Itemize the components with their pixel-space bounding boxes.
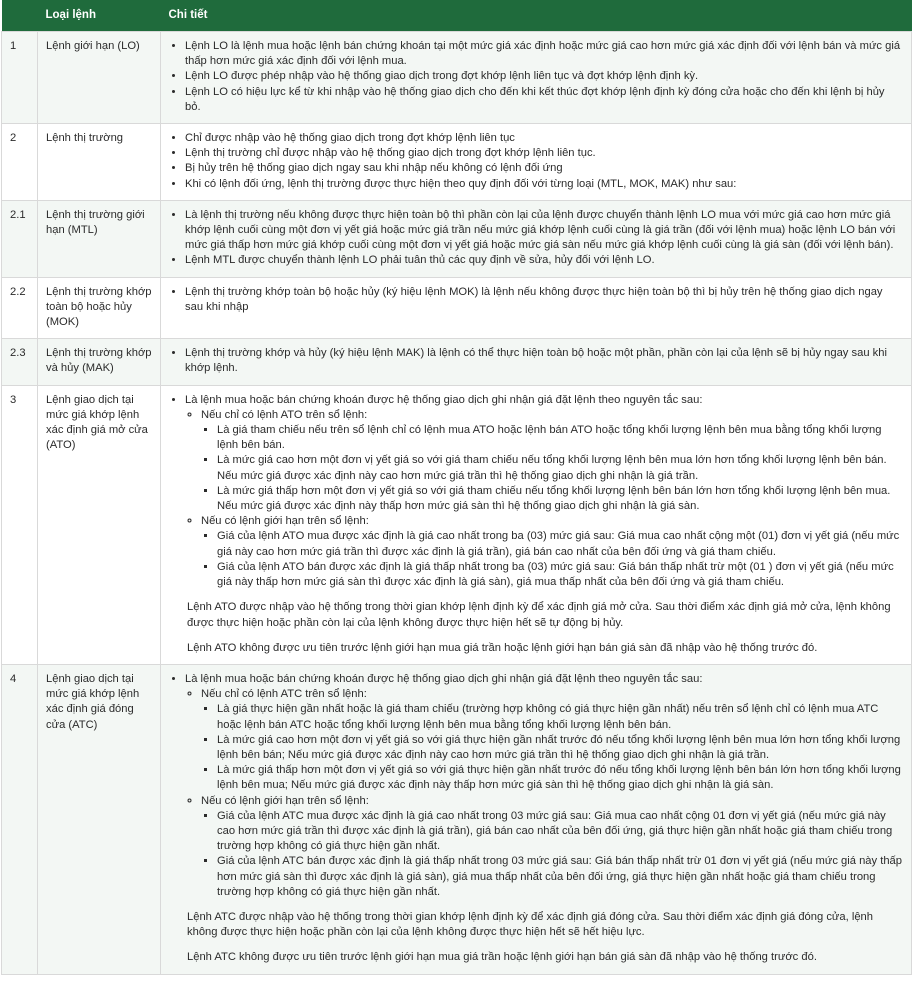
- header-index: [2, 0, 38, 32]
- order-type-name: Lệnh thị trường: [38, 124, 161, 201]
- table-row: [2, 664, 912, 974]
- detail-bullet: • Chỉ được nhập vào hệ thống giao dịch trong đợt khớp lệnh liên tục: [185, 131, 903, 146]
- detail-bullet: • Lệnh MTL được chuyển thành lệnh LO phải tuân thủ các quy định về sửa, hủy đối với lệnh LO.: [185, 253, 903, 268]
- detail-paragraph: Lệnh ATC được nhập vào hệ thống trong thời gian khớp lệnh định kỳ để xác định giá đóng cửa. Sau thời điểm xác định giá đóng cửa, lệnh không được thực hiện hoặc phần còn lại của lệnh không được thực hiện hết sẽ hết hiệu lực.: [187, 910, 874, 939]
- detail-intro: Là lệnh mua hoặc bán chứng khoán được hệ thống giao dịch ghi nhận giá đặt lệnh theo nguyên tắc sau:: [185, 393, 703, 406]
- detail-bullet: • Lệnh LO được phép nhập vào hệ thống giao dịch trong đợt khớp lệnh liên tục và đợt khớp lệnh định kỳ.: [185, 69, 903, 84]
- order-detail: [161, 339, 912, 385]
- sub-rule: [201, 794, 903, 900]
- sub-rule-item: ▪ Là giá thực hiện gần nhất hoặc là giá tham chiếu (trường hợp không có giá thực hiện gần nhất) nếu trên sổ lệnh chỉ có lệnh mua ATC hoặc lệnh bán ATC hoặc tổng khối lượng lệnh bên mua bằng tổng khối lượng lệnh bên bán.: [217, 702, 903, 732]
- detail-paragraph: Lệnh ATO được nhập vào hệ thống trong thời gian khớp lệnh định kỳ để xác định giá mở cửa. Sau thời điểm xác định giá mở cửa, lệnh không được thực hiện hoặc phần còn lại của lệnh không được thực hiện hết sẽ tự động bị hủy.: [187, 601, 891, 629]
- order-type-name: Lệnh giới hạn (LO): [38, 32, 161, 124]
- order-type-name: Lệnh thị trường khớp toàn bộ hoặc hủy (MOK): [38, 277, 161, 339]
- order-types-table: [1, 0, 912, 975]
- row-number: 2.2: [2, 277, 38, 339]
- order-detail: [161, 385, 912, 664]
- row-number: 2.1: [2, 200, 38, 277]
- order-type-name: Lệnh thị trường giới hạn (MTL): [38, 200, 161, 277]
- sub-rule-item: ▪ Giá của lệnh ATC bán được xác định là giá thấp nhất trong 03 mức giá sau: Giá bán thấp nhất trừ 01 đơn vị yết giá (nếu mức giá này thấp hơn mức giá sàn thì được xác định là giá sàn), giá mua thấp nhất của bên đối ứng, giá thực hiện gần nhất hoặc giá tham chiếu trong trường hợp không có giá thực hiện gần nhất.: [217, 854, 903, 900]
- header-order-type: Loại lệnh: [38, 0, 161, 32]
- table-row: [2, 124, 912, 201]
- detail-bullet: • Lệnh LO có hiệu lực kể từ khi nhập vào hệ thống giao dịch cho đến khi kết thúc đợt khớp lệnh định kỳ đóng cửa hoặc cho đến khi lệnh bị hủy bỏ.: [185, 85, 903, 115]
- table-row: [2, 339, 912, 385]
- detail-bullet: • Là lệnh thị trường nếu không được thực hiện toàn bộ thì phần còn lại của lệnh được chuyển thành lệnh LO mua với mức giá cao hơn mức giá khớp lệnh cuối cùng một đơn vị yết giá hoặc mức giá trần nếu mức giá khớp lệnh cuối cùng là giá trần (đối với lệnh mua) hoặc lệnh LO bán với mức giá thấp hơn mức giá khớp cuối cùng một đơn vị yết giá hoặc mức giá sàn nếu mức giá khớp lệnh cuối cùng là giá sàn (đối với lệnh bán).: [185, 208, 903, 254]
- sub-rule: [201, 514, 903, 590]
- sub-rule-item: ▪ Là mức giá cao hơn một đơn vị yết giá so với giá thực hiện gần nhất trước đó nếu tổng khối lượng lệnh bên mua lớn hơn tổng khối lượng lệnh bên bán; Nếu mức giá được xác định này cao hơn mức giá trần thì hệ thống giao dịch ghi nhận là giá trần.: [217, 733, 903, 763]
- order-type-name: Lệnh giao dịch tại mức giá khớp lệnh xác định giá đóng cửa (ATC): [38, 664, 161, 974]
- sub-rule-item: ▪ Là mức giá thấp hơn một đơn vị yết giá so với giá thực hiện gần nhất trước đó nếu tổng khối lượng lệnh bên bán lớn hơn tổng khối lượng lệnh bên mua; Nếu mức giá được xác định này thấp hơn mức giá sàn thì hệ thống giao dịch ghi nhận là giá sàn.: [217, 763, 903, 793]
- row-number: 4: [2, 664, 38, 974]
- sub-rule-title: Nếu chỉ có lệnh ATC trên sổ lệnh:: [201, 688, 367, 701]
- sub-rule-title: Nếu có lệnh giới hạn trên sổ lệnh:: [201, 515, 369, 528]
- table-row: [2, 32, 912, 124]
- order-detail: [161, 32, 912, 124]
- detail-bullet: • Lệnh thị trường chỉ được nhập vào hệ thống giao dịch trong đợt khớp lệnh liên tục.: [185, 146, 903, 161]
- detail-paragraph: Lệnh ATO không được ưu tiên trước lệnh giới hạn mua giá trần hoặc lệnh giới hạn bán giá sàn đã nhập vào hệ thống trước đó.: [187, 641, 818, 654]
- order-detail: [161, 277, 912, 339]
- order-detail: [161, 124, 912, 201]
- order-type-name: Lệnh giao dịch tại mức giá khớp lệnh xác định giá mở cửa (ATO): [38, 385, 161, 664]
- sub-rule-item: ▪ Là mức giá thấp hơn một đơn vị yết giá so với giá tham chiếu nếu tổng khối lượng lệnh bên bán lớn hơn tổng khối lượng lệnh bên mua. Nếu mức giá được xác định này thấp hơn mức giá sàn thì hệ thống giao dịch ghi nhận là giá sàn.: [217, 484, 903, 514]
- table-row: [2, 385, 912, 664]
- sub-rule: [201, 687, 903, 793]
- row-number: 1: [2, 32, 38, 124]
- detail-bullet: [185, 393, 903, 591]
- order-detail: [161, 200, 912, 277]
- detail-bullet: • Lệnh thị trường khớp và hủy (ký hiệu lệnh MAK) là lệnh có thể thực hiện toàn bộ hoặc một phần, phần còn lại của lệnh sẽ bị hủy ngay sau khi khớp lệnh.: [185, 346, 903, 376]
- sub-rule-item: ▪ Giá của lệnh ATO bán được xác định là giá thấp nhất trong ba (03) mức giá sau: Giá bán thấp nhất trừ một (01 ) đơn vị yết giá (nếu mức giá này thấp hơn mức giá sàn thì được xác định là giá sàn), giá mua thấp nhất của bên đối ứng và giá tham chiếu.: [217, 560, 903, 590]
- sub-rule-title: Nếu chỉ có lệnh ATO trên sổ lệnh:: [201, 408, 368, 421]
- sub-rule-item: ▪ Giá của lệnh ATC mua được xác định là giá cao nhất trong 03 mức giá sau: Giá mua cao nhất cộng 01 đơn vị yết giá (nếu mức giá này cao hơn mức giá trần thì được xác định là giá trần), giá bán cao nhất của bên đối ứng, giá thực hiện gần nhất hoặc giá tham chiếu trong trường hợp không có giá thực hiện gần nhất.: [217, 809, 903, 855]
- row-number: 2.3: [2, 339, 38, 385]
- sub-rule-item: ▪ Là mức giá cao hơn một đơn vị yết giá so với giá tham chiếu nếu tổng khối lượng lệnh bên mua lớn hơn tổng khối lượng lệnh bên bán. Nếu mức giá được xác định này cao hơn mức giá trần thì hệ thống giao dịch ghi nhận là giá trần.: [217, 453, 903, 483]
- table-row: [2, 277, 912, 339]
- sub-rule-item: ▪ Giá của lệnh ATO mua được xác định là giá cao nhất trong ba (03) mức giá sau: Giá mua cao nhất cộng một (01) đơn vị yết giá (nếu mức giá này cao hơn mức giá trần thì được xác định là giá trần), giá bán cao nhất của bên đối ứng và giá tham chiếu.: [217, 529, 903, 559]
- detail-intro: Là lệnh mua hoặc bán chứng khoán được hệ thống giao dịch ghi nhận giá đặt lệnh theo nguyên tắc sau:: [185, 672, 703, 685]
- detail-paragraph: Lệnh ATC không được ưu tiên trước lệnh giới hạn mua giá trần hoặc lệnh giới hạn bán giá sàn đã nhập vào hệ thống trước đó.: [187, 951, 817, 964]
- sub-rule-item: ▪ Là giá tham chiếu nếu trên sổ lệnh chỉ có lệnh mua ATO hoặc lệnh bán ATO hoặc tổng khối lượng lệnh bên mua bằng tổng khối lượng lệnh bên bán.: [217, 423, 903, 453]
- detail-bullet: [185, 672, 903, 900]
- table-header-row: [2, 0, 912, 32]
- detail-bullet: • Khi có lệnh đối ứng, lệnh thị trường được thực hiện theo quy định đối với từng loại (MTL, MOK, MAK) như sau:: [185, 177, 903, 192]
- row-number: 2: [2, 124, 38, 201]
- order-detail: [161, 664, 912, 974]
- detail-bullet: • Lệnh LO là lệnh mua hoặc lệnh bán chứng khoán tại một mức giá xác định hoặc mức giá cao hơn mức giá xác định đối với lệnh bán và mức giá thấp hơn mức giá xác định đối với lệnh mua.: [185, 39, 903, 69]
- detail-bullet: • Lệnh thị trường khớp toàn bộ hoặc hủy (ký hiệu lệnh MOK) là lệnh nếu không được thực hiện toàn bộ thì bị hủy trên hệ thống giao dịch ngay sau khi nhập: [185, 285, 903, 315]
- sub-rule-title: Nếu có lệnh giới hạn trên sổ lệnh:: [201, 794, 369, 807]
- row-number: 3: [2, 385, 38, 664]
- header-detail: Chi tiết: [161, 0, 912, 32]
- sub-rule: [201, 408, 903, 514]
- order-type-name: Lệnh thị trường khớp và hủy (MAK): [38, 339, 161, 385]
- table-row: [2, 200, 912, 277]
- detail-bullet: • Bị hủy trên hệ thống giao dịch ngay sau khi nhập nếu không có lệnh đối ứng: [185, 161, 903, 176]
